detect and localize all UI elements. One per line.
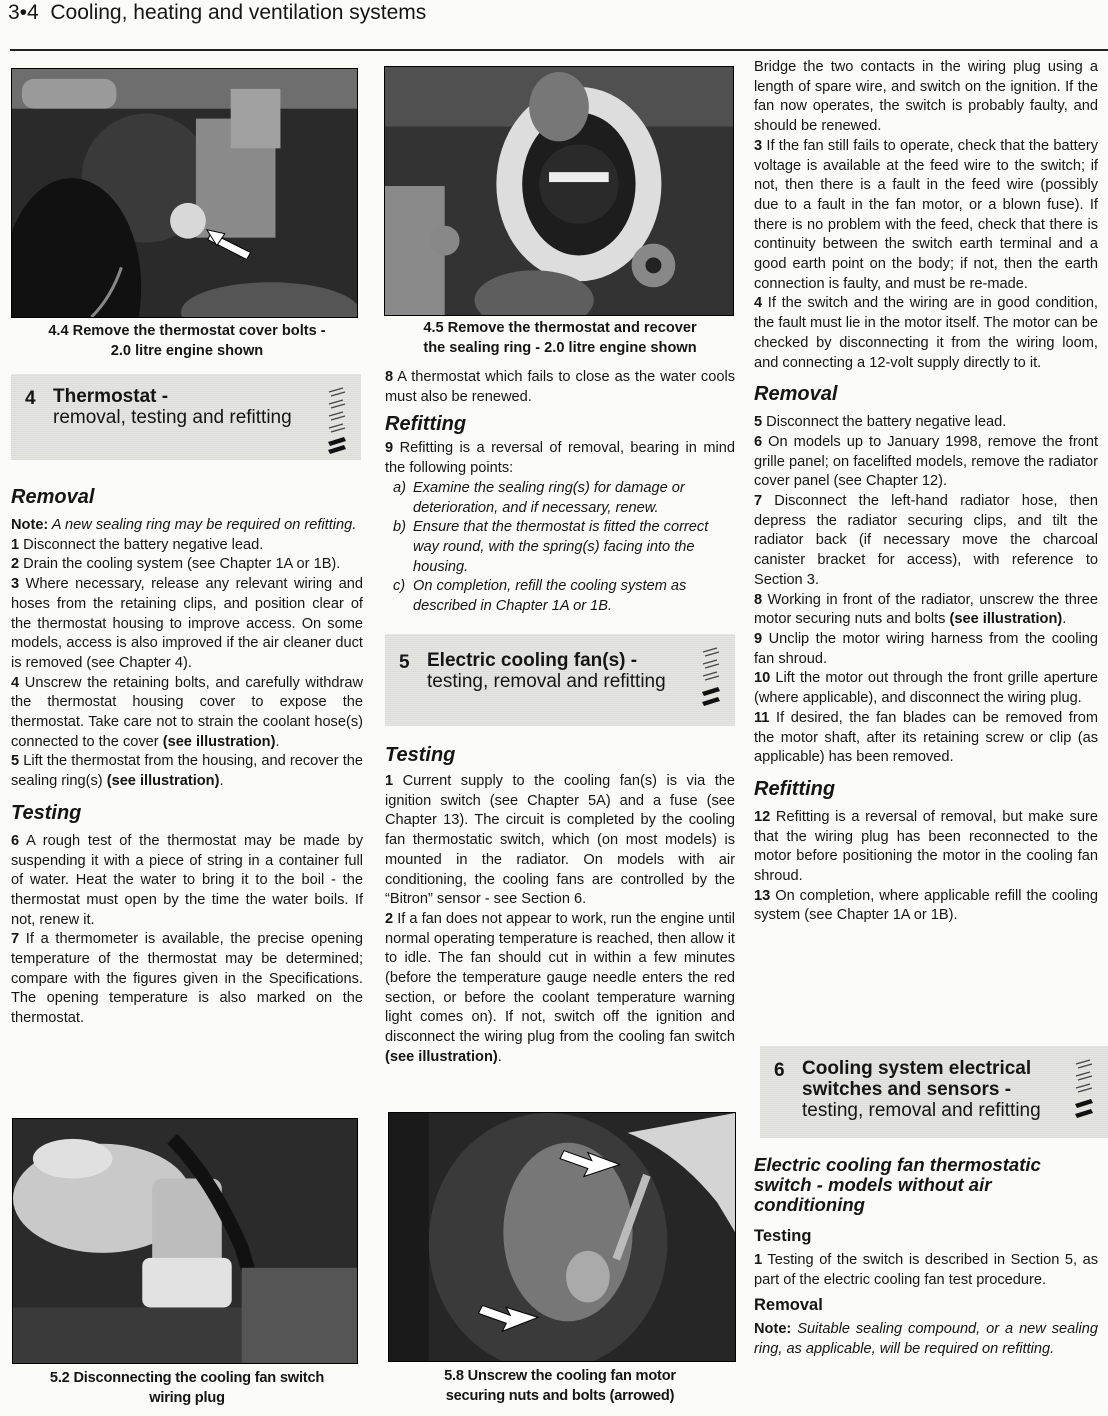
figure-5-8-caption [384, 1366, 736, 1406]
wrench-difficulty-icon [325, 384, 351, 454]
list-label: b) [393, 519, 406, 536]
paragraph [11, 555, 363, 575]
note-label: Note: [11, 517, 49, 533]
paragraph [754, 808, 1098, 887]
section-subtitle: testing, removal and refitting [427, 671, 666, 692]
list-label: c) [393, 578, 406, 595]
paragraph-number: 3 [11, 576, 20, 593]
section-titles [802, 1058, 1041, 1121]
paragraph-end: . [275, 733, 280, 750]
list-text: Examine the sealing ring(s) for damage or deterioration, and if necessary, renew. [413, 479, 685, 516]
paragraph-number: 1 [754, 1252, 763, 1268]
paragraph-text: A rough test of the thermostat may be made by suspending it with a piece of string in a container full of water. Heat the water to bring it to the boil - the thermostat must open by the time the water boils. If not, renew it. [11, 832, 363, 928]
caption-line: 5.2 Disconnecting the cooling fan switch [49, 1370, 325, 1386]
paragraph-text: Where necessary, release any relevant wiring and hoses from the retaining clips, and position clear of the thermostat housing to improve access. On some models, access is also improved if the air cleaner duct is removed (see Chapter 4). [11, 576, 363, 671]
sub-section-heading: Electric cooling fan thermostatic switch - models without air conditioning [754, 1154, 1041, 1215]
testing-heading: Testing [11, 801, 82, 824]
paragraph-number: 10 [754, 670, 771, 687]
testing-heading: Testing [385, 744, 456, 766]
paragraph-text: Disconnect the left-hand radiator hose, then depress the radiator securing clips, and tilt the radiator back (if necessary move the charcoal canister bracket for access), with reference to Section 3. [754, 493, 1098, 588]
paragraph-text: Drain the cooling system (see Chapter 1A or 1B). [19, 556, 341, 573]
note-text: Suitable sealing compound, or a new sealing ring, as applicable, will be required on refitting. [754, 1321, 1098, 1358]
header-rule [10, 49, 1108, 51]
caption-line: securing nuts and bolts (arrowed) [445, 1388, 675, 1404]
paragraph [11, 674, 363, 753]
paragraph [11, 575, 363, 674]
paragraph-number: 6 [11, 832, 20, 849]
section-6-heading-box [760, 1046, 1108, 1138]
list-item [393, 479, 735, 518]
paragraph [754, 137, 1098, 295]
caption-line: 2.0 litre engine shown [110, 343, 264, 359]
paragraph [11, 536, 363, 556]
paragraph-text: On completion, where applicable refill the cooling system (see Chapter 1A or 1B). [754, 887, 1098, 924]
paragraph [11, 832, 363, 931]
paragraph-number: 2 [11, 556, 20, 573]
paragraph-number: 5 [754, 414, 763, 431]
figure-4-5-caption [384, 318, 736, 358]
removal-heading: Removal [754, 1296, 823, 1315]
paragraph-continued: Bridge the two contacts in the wiring plug using a length of spare wire, and switch on the ignition. If the fan now operates, the switch is probably faulty, and should be renewed. [754, 59, 1098, 135]
illustration-reference: (see illustration) [162, 733, 276, 750]
list-item [393, 518, 735, 577]
paragraph [385, 439, 735, 478]
paragraph-text: A thermostat which fails to close as the water cools must also be renewed. [385, 369, 735, 405]
paragraph [754, 1251, 1098, 1290]
section-number: 4 [25, 388, 36, 409]
column-3-continued [754, 1155, 1098, 1360]
section-title-line: switches and sensors - [802, 1079, 1012, 1100]
paragraph [385, 368, 735, 407]
section-subtitle: testing, removal and refitting [802, 1100, 1041, 1121]
note-paragraph [11, 516, 363, 536]
figure-4-4-photo [11, 68, 358, 318]
wrench-difficulty-icon [699, 644, 725, 714]
paragraph [754, 492, 1098, 591]
paragraph-text: If a thermometer is available, the precise opening temperature of the thermostat may be determined; compare with the figures given in the Specifications. The opening temperature is also marked on the thermostat. [11, 931, 363, 1027]
section-4-heading-box [11, 374, 361, 460]
paragraph [754, 630, 1098, 669]
paragraph-number: 9 [385, 440, 394, 457]
paragraph [11, 752, 363, 791]
refitting-heading: Refitting [754, 777, 836, 800]
column-2 [385, 368, 735, 617]
section-5-heading-box [385, 634, 735, 726]
section-title: Thermostat - [53, 386, 169, 407]
paragraph-text: Disconnect the battery negative lead. [762, 414, 1007, 431]
paragraph [11, 930, 363, 1029]
paragraph-number: 11 [754, 709, 770, 726]
paragraph [754, 433, 1098, 492]
paragraph-number: 8 [385, 369, 394, 385]
caption-line: 4.4 Remove the thermostat cover bolts - [48, 323, 326, 339]
list-item [393, 577, 735, 616]
section-title-line: Cooling system electrical [802, 1058, 1032, 1079]
list-label: a) [393, 479, 406, 496]
paragraph-number: 1 [11, 536, 20, 553]
paragraph-text: Testing of the switch is described in Section 5, as part of the electric cooling fan test procedure. [754, 1252, 1098, 1288]
paragraph [754, 887, 1098, 926]
removal-heading: Removal [754, 383, 838, 406]
illustration-reference: (see illustration) [106, 773, 220, 790]
paragraph-text: If a fan does not appear to work, run the engine until normal operating temperature is reached, then allow it to idle. The fan should cut in within a few minutes (before the temperature gauge needle enters the red section, or before the coolant temperature warning light comes on). If not, switch off the ignition and disconnect the wiring plug from the cooling fan switch [385, 910, 735, 1046]
paragraph [754, 591, 1098, 630]
testing-heading: Testing [754, 1227, 812, 1245]
paragraph-text: If the fan still fails to operate, check that the battery voltage is available at the feed wire to the switch; if not, then there is a fault in the feed wire (possibly due to a fault in the fan motor, or a blown fuse). If there is no problem with the feed, check that there is continuity between the switch earth terminal and a good earth point on the body; if not, then the earth connection is faulty, and must be re-made. [754, 137, 1098, 292]
paragraph-number: 8 [754, 591, 763, 608]
paragraph [754, 669, 1098, 708]
paragraph-number: 4 [754, 295, 763, 312]
paragraph [385, 772, 735, 910]
figure-5-2-caption [11, 1368, 363, 1408]
page-header [8, 0, 426, 26]
list-text: On completion, refill the cooling system as described in Chapter 1A or 1B. [413, 578, 687, 615]
note-text: A new sealing ring may be required on refitting. [48, 517, 357, 533]
section-number: 6 [774, 1060, 785, 1081]
removal-heading: Removal [11, 486, 95, 508]
paragraph [754, 709, 1098, 768]
paragraph-text: Current supply to the cooling fan(s) is via the ignition switch (see Chapter 5A) and a fuse (see Chapter 13). The circuit is completed by the cooling fan thermostatic switch, which (on most models) is mounted in the radiator. On models with air conditioning, the cooling fans are controlled by the “Bitron” sensor - see Section 6. [385, 773, 735, 908]
illustration-reference: (see illustration) [385, 1048, 498, 1065]
caption-line: wiring plug [149, 1390, 225, 1406]
paragraph-number: 12 [754, 808, 771, 825]
column-3 [754, 58, 1098, 926]
paragraph-text: If desired, the fan blades can be removed from the motor shaft, after its retaining screw or clip (as applicable) has been removed. [754, 709, 1098, 766]
page-number: 3•4 [8, 1, 39, 24]
section-title: Electric cooling fan(s) - [427, 650, 638, 671]
column-2-continued [385, 742, 735, 1068]
figure-5-8-photo [388, 1112, 736, 1362]
paragraph-text: Unscrew the retaining bolts, and carefully withdraw the thermostat housing cover to expose the thermostat. Take care not to strain the coolant hose(s) connected to the cover [11, 674, 363, 750]
section-titles [53, 386, 292, 428]
paragraph-text: If the switch and the wiring are in good condition, the fault must lie in the motor itself. The motor can be checked by disconnecting it from the wiring loom, and connecting a 12-volt supply directly to it. [754, 295, 1098, 371]
paragraph [385, 910, 735, 1068]
refitting-points-list [393, 479, 735, 617]
paragraph-text: Refitting is a reversal of removal, bearing in mind the following points: [385, 440, 735, 477]
list-text: Ensure that the thermostat is fitted the correct way round, with the spring(s) facing into the housing. [413, 519, 709, 575]
section-subtitle: removal, testing and refitting [53, 407, 292, 428]
paragraph-number: 4 [11, 674, 20, 691]
paragraph [754, 294, 1098, 373]
paragraph-number: 9 [754, 630, 763, 647]
paragraph-text: On models up to January 1998, remove the front grille panel; on facelifted models, remove the radiator cover panel (see Chapter 12). [754, 433, 1098, 490]
paragraph-text: Working in front of the radiator, unscrew the three motor securing nuts and bolts [754, 591, 1098, 628]
chapter-title: Cooling, heating and ventilation systems [50, 1, 427, 24]
paragraph-number: 1 [385, 773, 394, 789]
paragraph-number: 6 [754, 433, 763, 450]
wrench-difficulty-icon [1072, 1056, 1098, 1126]
paragraph-number: 7 [754, 493, 763, 510]
section-titles [427, 650, 666, 692]
figure-4-4-caption [11, 321, 363, 361]
paragraph-text: Unclip the motor wiring harness from the cooling fan shroud. [754, 630, 1098, 667]
paragraph-text: Disconnect the battery negative lead. [19, 536, 264, 553]
paragraph-number: 2 [385, 910, 394, 927]
paragraph-number: 5 [11, 753, 20, 770]
paragraph [754, 413, 1098, 433]
section-number: 5 [399, 652, 410, 673]
figure-5-2-photo [12, 1118, 358, 1364]
paragraph-number: 13 [754, 887, 771, 904]
column-1 [11, 484, 363, 1029]
paragraph-end: . [1062, 611, 1067, 628]
paragraph-text: Refitting is a reversal of removal, but make sure that the wiring plug has been reconnected to the motor before positioning the motor in the cooling fan shroud. [754, 808, 1098, 885]
caption-line: 4.5 Remove the thermostat and recover [423, 320, 697, 336]
caption-line: 5.8 Unscrew the cooling fan motor [444, 1368, 676, 1384]
note-paragraph [754, 1320, 1098, 1359]
caption-line: the sealing ring - 2.0 litre engine shown [423, 340, 697, 356]
paragraph-end: . [219, 773, 224, 790]
paragraph-number: 3 [754, 137, 763, 154]
paragraph-number: 7 [11, 931, 20, 948]
illustration-reference: (see illustration) [949, 611, 1063, 628]
refitting-heading: Refitting [385, 413, 467, 436]
note-label: Note: [754, 1321, 792, 1338]
paragraph-text: Lift the thermostat from the housing, and recover the sealing ring(s) [11, 753, 363, 790]
figure-4-5-photo [384, 66, 734, 316]
paragraph-text: Lift the motor out through the front grille aperture (where applicable), and disconnect the wiring plug. [754, 670, 1098, 707]
paragraph-end: . [497, 1048, 502, 1065]
